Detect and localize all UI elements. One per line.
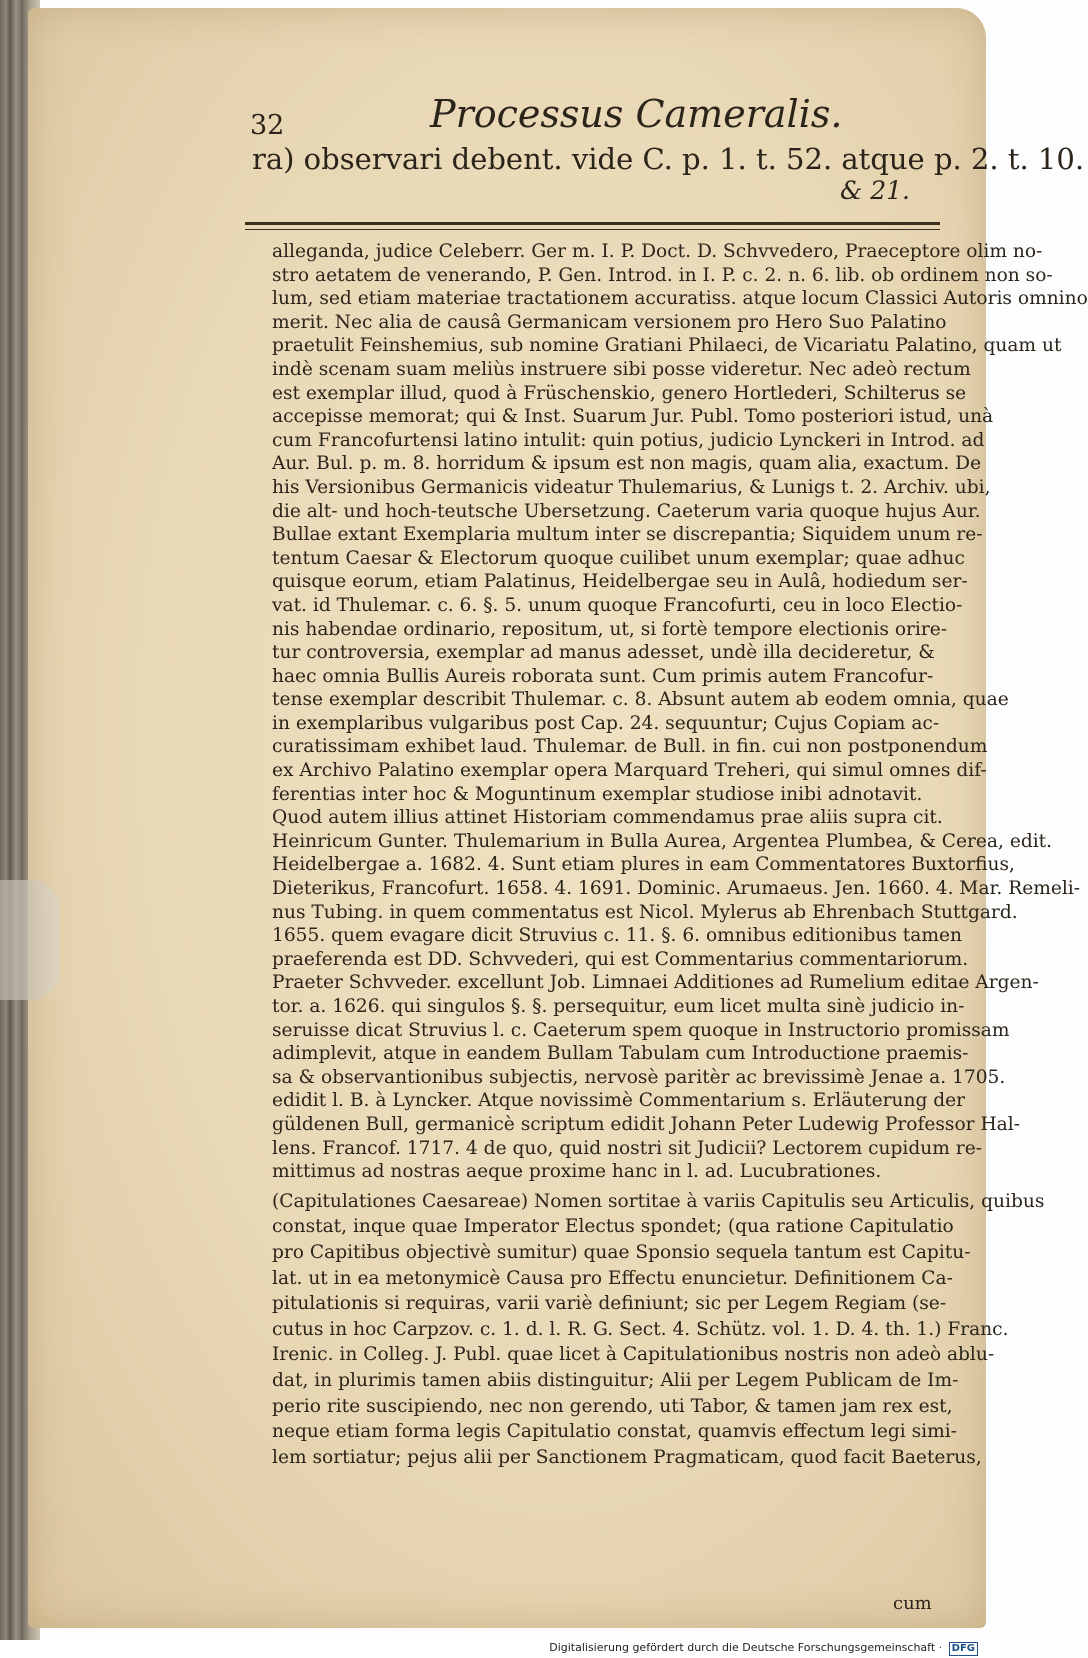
text-line: merit. Nec alia de causâ Germanicam versionem pro Hero Suo Palatino xyxy=(272,311,947,333)
text-line: alleganda, judice Celeberr. Ger m. I. P. Doct. D. Schvvedero, Praeceptore olim no- xyxy=(272,241,1043,262)
text-line: indè scenam suam meliùs instruere sibi posse videretur. Nec adeò rectum xyxy=(272,358,971,380)
text-line: sa & observantionibus subjectis, nervosè paritèr ac brevissimè Jenae a. 1705. xyxy=(272,1066,1006,1088)
text-line: Heinricum Gunter. Thulemarium in Bulla Aurea, Argentea Plumbea, & Cerea, edit. xyxy=(272,830,1053,852)
text-line: tense exemplar describit Thulemar. c. 8. Absunt autem ab eodem omnia, quae xyxy=(272,689,1009,711)
text-line: Praeter Schvveder. excellunt Job. Limnaei Additiones ad Rumelium editae Argen- xyxy=(272,972,1039,994)
text-line: lens. Francof. 1717. 4 de quo, quid nostri sit Judicii? Lectorem cupidum re- xyxy=(272,1137,982,1159)
text-line: curatissimam exhibet laud. Thulemar. de Bull. in fin. cui non postponendum xyxy=(272,736,988,758)
text-line: vat. id Thulemar. c. 6. §. 5. unum quoque Francofurti, ceu in loco Electio- xyxy=(272,594,963,616)
text-line: nus Tubing. in quem commentatus est Nicol. Mylerus ab Ehrenbach Stuttgard. xyxy=(272,901,1018,923)
text-line: lum, sed etiam materiae tractationem accuratiss. atque locum Classici Autoris omnino xyxy=(272,288,1088,310)
text-line: accepisse memorat; qui & Inst. Suarum Jur. Publ. Tomo posteriori istud, unà xyxy=(272,406,994,428)
text-line: (Capitulationes Caesareae) Nomen sortitae à variis Capitulis seu Articulis, quibus xyxy=(272,1190,1045,1212)
text-line: haec omnia Bullis Aureis roborata sunt. Cum primis autem Francofur- xyxy=(272,665,934,687)
text-line: constat, inque quae Imperator Electus spondet; (qua ratione Capitulatio xyxy=(272,1216,954,1238)
text-line: lat. ut in ea metonymicè Causa pro Effectu enuncietur. Definitionem Ca- xyxy=(272,1267,953,1289)
text-line: pro Capitibus objectivè sumitur) quae Sponsio sequela tantum est Capitu- xyxy=(272,1241,971,1263)
text-line: pitulationis si requiras, varii variè definiunt; sic per Legem Regiam (se- xyxy=(272,1293,947,1315)
dfg-logo: DFG xyxy=(949,1642,978,1656)
running-title: Processus Cameralis. xyxy=(430,92,843,136)
footer-credit: Digitalisierung gefördert durch die Deutsche Forschungsgemeinschaft · DFG xyxy=(549,1641,978,1656)
text-line: neque etiam forma legis Capitulatio constat, quamvis effectum legi simi- xyxy=(272,1421,957,1443)
page-number: 32 xyxy=(250,110,285,141)
footer-credit-text: Digitalisierung gefördert durch die Deutsche Forschungsgemeinschaft xyxy=(549,1641,936,1654)
text-line: güldenen Bull, germanicè scriptum edidit Johann Peter Ludewig Professor Hal- xyxy=(272,1113,1020,1135)
text-line: in exemplaribus vulgaribus post Cap. 24. sequuntur; Cujus Copiam ac- xyxy=(272,712,940,734)
text-line: Irenic. in Colleg. J. Publ. quae licet à Capitulationibus nostris non adeò ablu- xyxy=(272,1344,995,1366)
text-line: nis habendae ordinario, repositum, ut, si fortè tempore electionis orire- xyxy=(272,618,948,640)
text-line: 1655. quem evagare dicit Struvius c. 11. §. 6. omnibus editionibus tamen xyxy=(272,925,962,947)
text-line: tor. a. 1626. qui singulos §. §. persequitur, eum licet multa sinè judicio in- xyxy=(272,996,965,1017)
catchword: cum xyxy=(893,1593,932,1614)
text-line: perio rite suscipiendo, nec non gerendo, uti Tabor, & tamen jam rex est, xyxy=(272,1395,953,1417)
text-line: stro aetatem de venerando, P. Gen. Introd. in I. P. c. 2. n. 6. lib. ob ordinem non so- xyxy=(272,264,1053,286)
text-line: lem sortiatur; pejus alii per Sanctionem Pragmaticam, quod facit Baeterus, xyxy=(272,1446,982,1468)
text-line: Heidelbergae a. 1682. 4. Sunt etiam plures in eam Commentatores Buxtorfius, xyxy=(272,854,1015,876)
text-line: Bullae extant Exemplaria multum inter se discrepantia; Siquidem unum re- xyxy=(272,524,983,546)
text-line: adimplevit, atque in eandem Bullam Tabulam cum Introductione praemis- xyxy=(272,1043,969,1065)
text-line: dat, in plurimis tamen abiis distinguitur; Alii per Legem Publicam de Im- xyxy=(272,1369,959,1391)
text-line: tentum Caesar & Electorum quoque cuilibet unum exemplar; quae adhuc xyxy=(272,547,965,569)
text-line: Quod autem illius attinet Historiam commendamus prae aliis supra cit. xyxy=(272,807,943,829)
text-line: ferentias inter hoc & Moguntinum exemplar studiose inibi adnotavit. xyxy=(272,783,923,805)
text-line: die alt- und hoch-teutsche Ubersetzung. Caeterum varia quoque hujus Aur. xyxy=(272,500,981,522)
text-line: mittimus ad nostras aeque proxime hanc in l. ad. Lucubrationes. xyxy=(272,1161,882,1183)
text-line: quisque eorum, etiam Palatinus, Heidelbergae seu in Aulâ, hodiedum ser- xyxy=(272,571,968,593)
carry-over-line-end: & 21. xyxy=(840,176,910,205)
text-line: cum Francofurtensi latino intulit: quin potius, judicio Lynckeri in Introd. ad xyxy=(272,429,985,451)
text-line: est exemplar illud, quod à Früschenskio, genero Hortlederi, Schilterus se xyxy=(272,382,967,404)
body-text xyxy=(272,240,1088,1469)
text-line: edidit l. B. à Lyncker. Atque novissimè Commentarium s. Erläuterung der xyxy=(272,1090,966,1112)
text-line: praetulit Feinshemius, sub nomine Gratiani Philaeci, de Vicariatu Palatino, quam ut xyxy=(272,335,1062,357)
running-head xyxy=(250,92,950,142)
text-line: his Versionibus Germanicis videatur Thulemarius, & Lunigs t. 2. Archiv. ubi, xyxy=(272,476,991,498)
text-line: Aur. Bul. p. m. 8. horridum & ipsum est non magis, quam alia, exactum. De xyxy=(272,453,982,475)
text-line: seruisse dicat Struvius l. c. Caeterum spem quoque in Instructorio promissam xyxy=(272,1019,1010,1041)
text-line: cutus in hoc Carpzov. c. 1. d. l. R. G. Sect. 4. Schütz. vol. 1. D. 4. th. 1.) Franc. xyxy=(272,1318,1009,1340)
text-line: tur controversia, exemplar ad manus adesset, undè illa decideretur, & xyxy=(272,642,935,664)
page-tab-mark xyxy=(0,880,60,1000)
text-line: praeferenda est DD. Schvvederi, qui est Commentarius commentariorum. xyxy=(272,948,969,970)
header-rule xyxy=(245,222,940,230)
text-line: Dieterikus, Francofurt. 1658. 4. 1691. Dominic. Arumaeus. Jen. 1660. 4. Mar. Remeli- xyxy=(272,878,1081,900)
carry-over-line: ra) observari debent. vide C. p. 1. t. 52. atque p. 2. t. 10. xyxy=(252,142,1085,176)
text-line: ex Archivo Palatino exemplar opera Marquard Treheri, qui simul omnes dif- xyxy=(272,760,987,782)
